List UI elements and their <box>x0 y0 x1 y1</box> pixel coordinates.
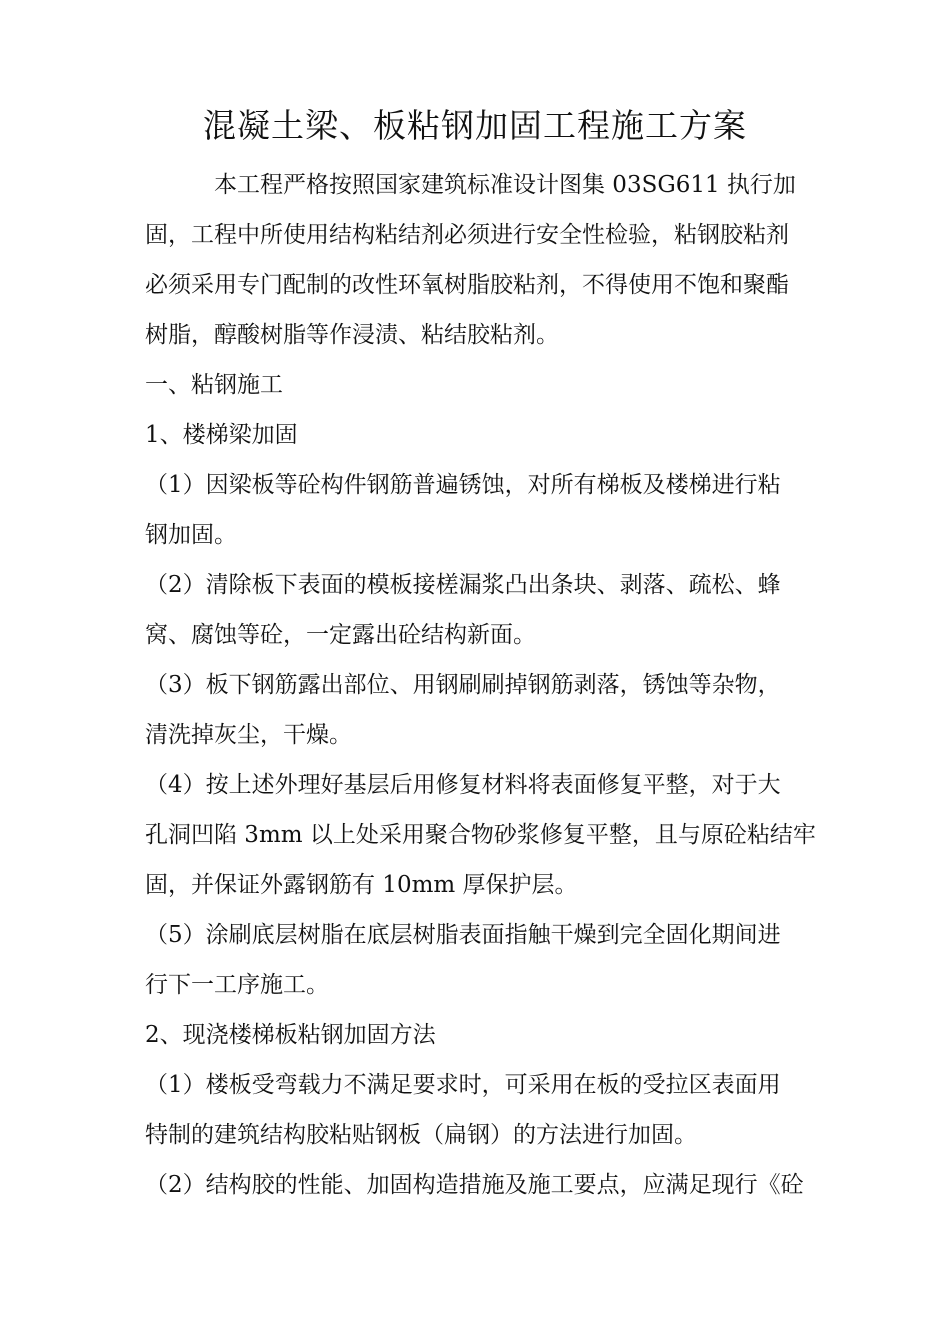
document-title: 混凝土梁、板粘钢加固工程施工方案 <box>203 106 747 145</box>
text-line: 窝、腐蚀等砼，一定露出砼结构新面。 <box>145 622 536 648</box>
list-item: （2）结构胶的性能、加固构造措施及施工要点，应满足现行《砼 <box>145 1172 804 1198</box>
text-line: 本工程严格按照国家建筑标准设计图集 03SG611 执行加 <box>214 172 796 198</box>
list-item: （4）按上述外理好基层后用修复材料将表面修复平整，对于大 <box>145 772 781 798</box>
subsection-heading: 2、现浇楼梯板粘钢加固方法 <box>145 1022 436 1048</box>
text-line: 行下一工序施工。 <box>145 972 329 998</box>
text-line: 孔洞凹陷 3mm 以上处采用聚合物砂浆修复平整，且与原砼粘结牢 <box>145 822 816 848</box>
text-line: 固，工程中所使用结构粘结剂必须进行安全性检验，粘钢胶粘剂 <box>145 222 789 248</box>
list-item: （2）清除板下表面的模板接槎漏浆凸出条块、剥落、疏松、蜂 <box>145 572 781 598</box>
text-line: 固，并保证外露钢筋有 10mm 厚保护层。 <box>145 872 578 898</box>
text-line: 清洗掉灰尘，干燥。 <box>145 722 352 748</box>
text-line: 必须采用专门配制的改性环氧树脂胶粘剂，不得使用不饱和聚酯 <box>145 272 789 298</box>
text-line: 特制的建筑结构胶粘贴钢板（扁钢）的方法进行加固。 <box>145 1122 697 1148</box>
subsection-heading: 1、楼梯梁加固 <box>145 422 298 448</box>
text-line: 钢加固。 <box>145 522 237 548</box>
list-item: （5）涂刷底层树脂在底层树脂表面指触干燥到完全固化期间进 <box>145 922 781 948</box>
text-line: 树脂，醇酸树脂等作浸渍、粘结胶粘剂。 <box>145 322 559 348</box>
list-item: （3）板下钢筋露出部位、用钢刷刷掉钢筋剥落，锈蚀等杂物， <box>145 672 781 698</box>
list-item: （1）楼板受弯载力不满足要求时，可采用在板的受拉区表面用 <box>145 1072 781 1098</box>
section-heading: 一、粘钢施工 <box>145 372 283 398</box>
list-item: （1）因梁板等砼构件钢筋普遍锈蚀，对所有梯板及楼梯进行粘 <box>145 472 781 498</box>
